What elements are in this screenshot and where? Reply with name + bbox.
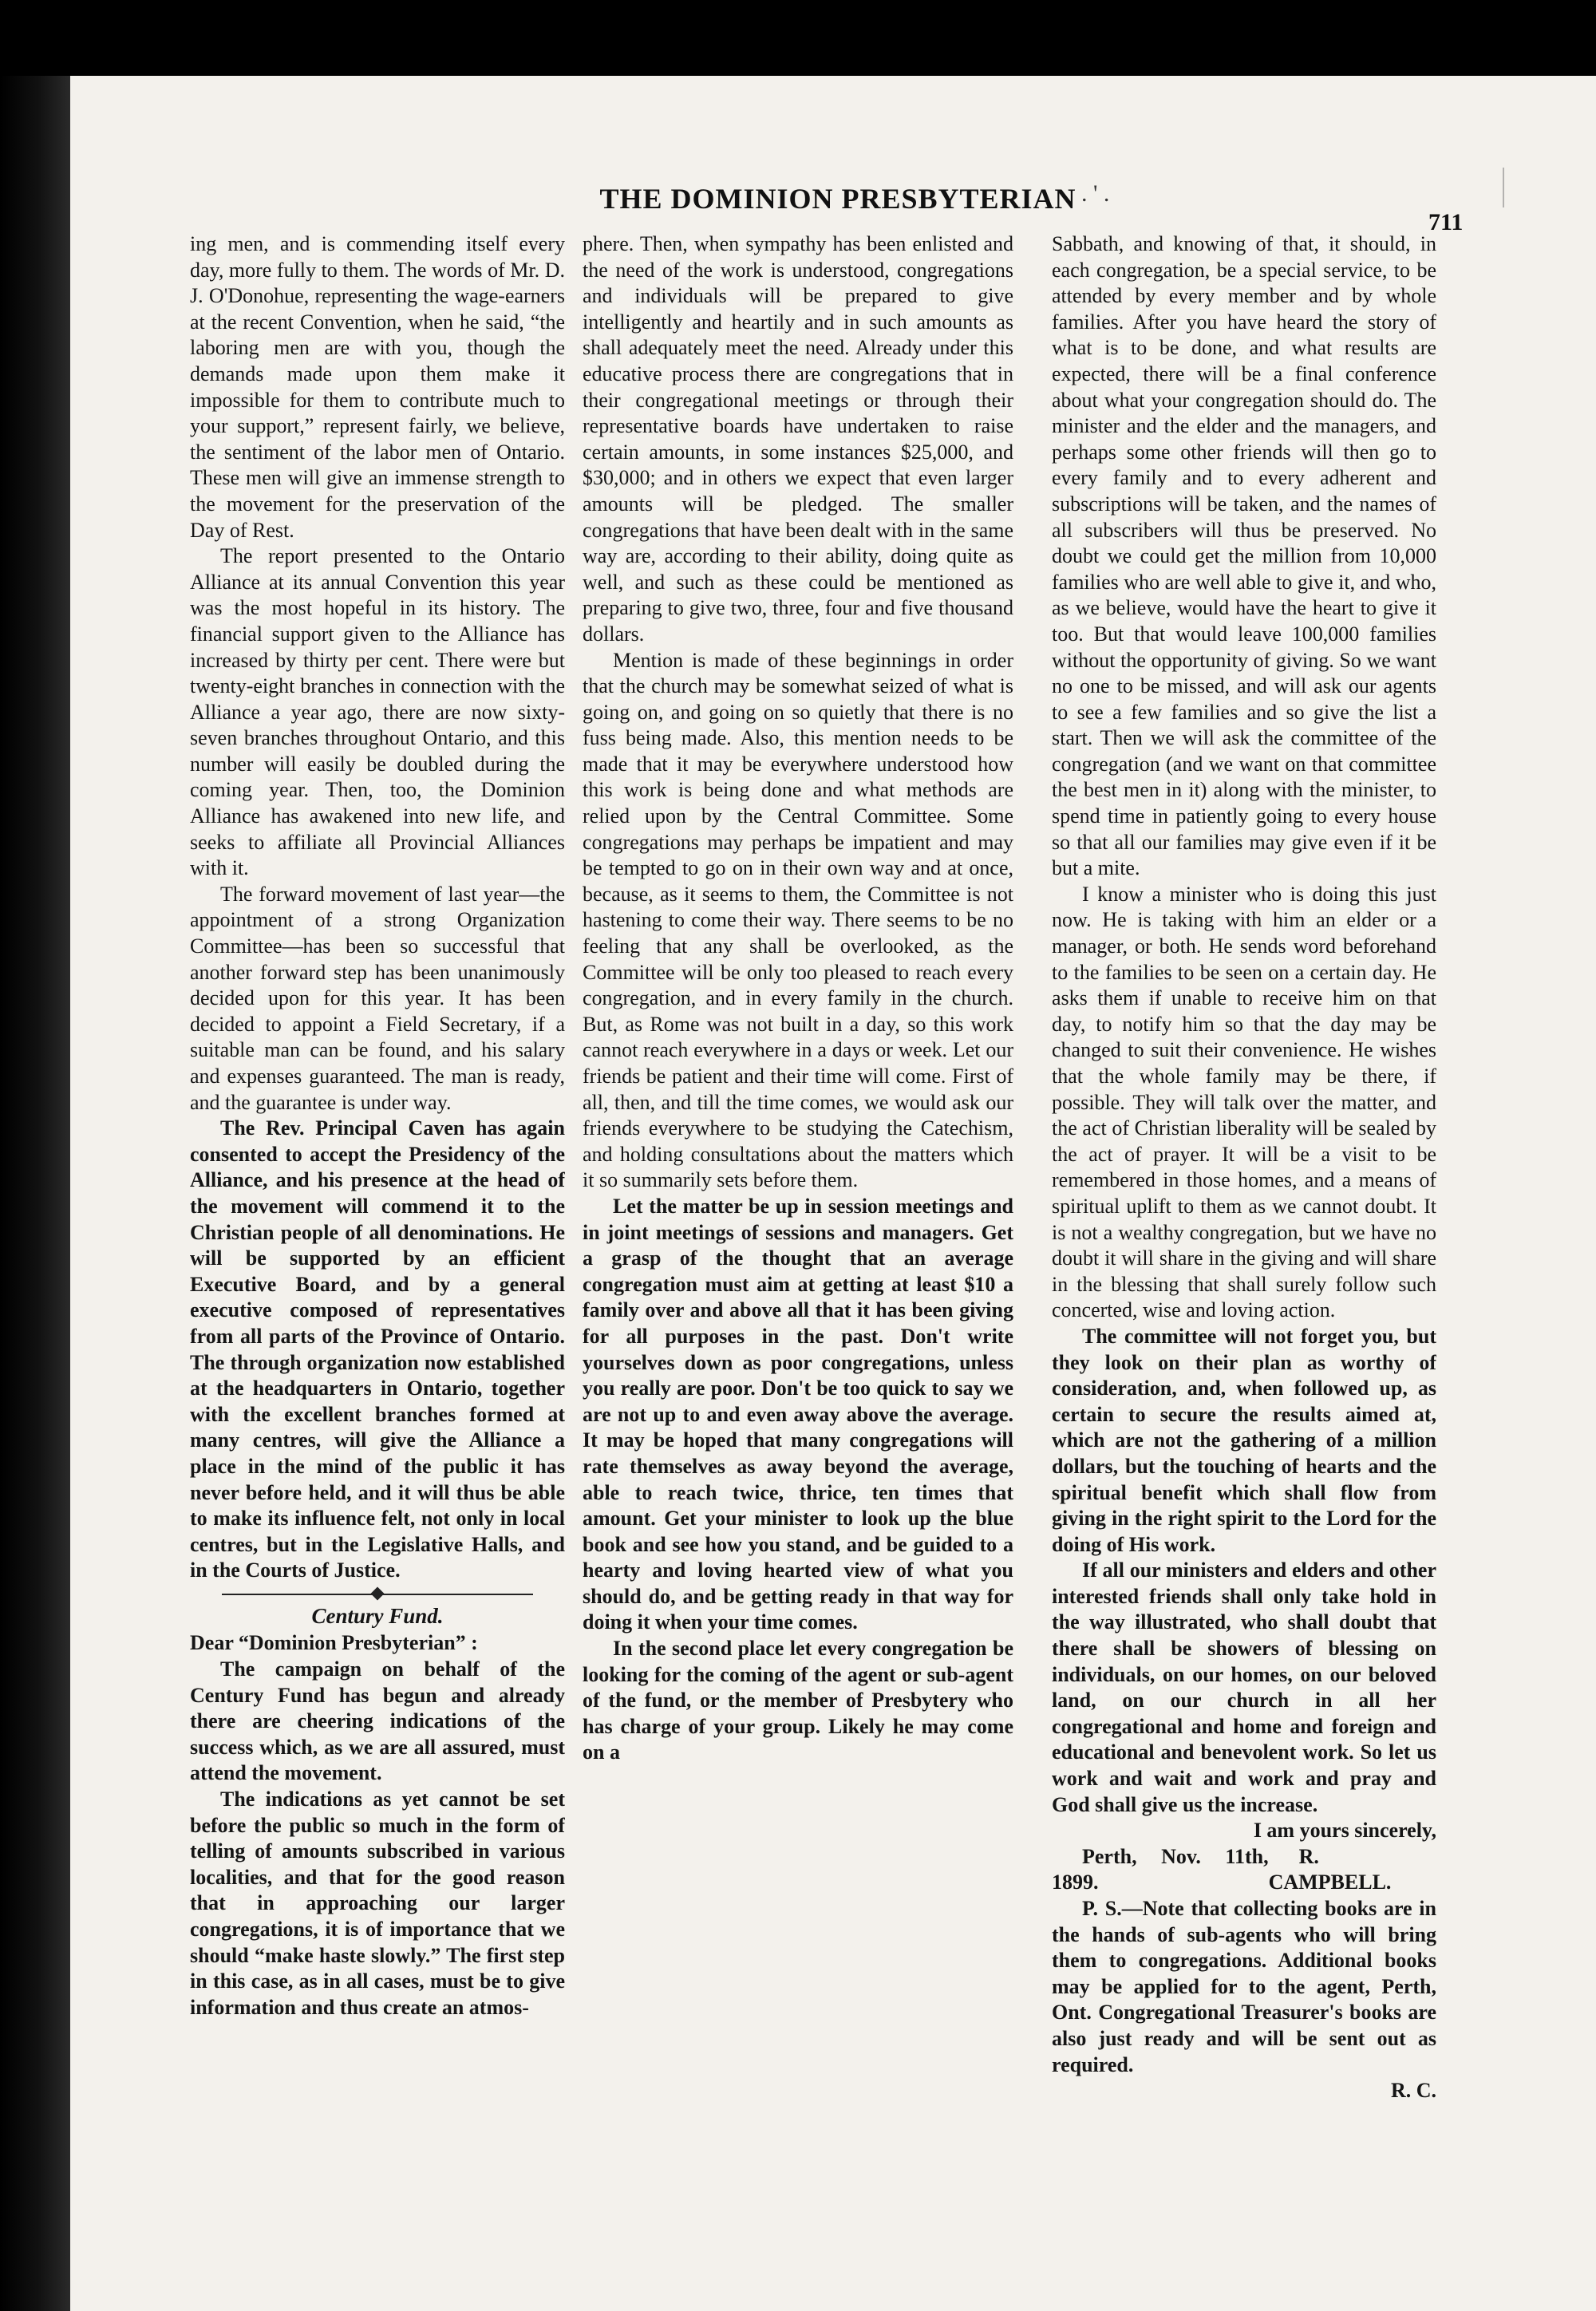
- closing: I am yours sincerely,: [1253, 1819, 1436, 1843]
- postscript: P. S.—Note that collecting books are in the hands of sub-agents who will bring them to congregations. Additional books may be applied for to the agent, Perth, Ont. Congregational Treasurer's books are also just ready and will be sent out as required.: [1052, 1897, 1436, 2076]
- paragraph: Let the matter be up in session meetings and in joint meetings of sessions and managers. Get a grasp of the thought that an average congregation must aim at getting at least $10 a family over and above all that it has been giving for all purposes in the past. Don't write yourselves down as poor congregations, unless you really are poor. Don't be too quick to say we are not up to and even away above the average. It may be hoped that many congregations will rate themselves as away beyond the average, able to reach twice, thrice, ten times that amount. Get your minister to look up the blue book and see how you stand, and be guided to a hearty and loving hearted view of what you should do, and be getting ready in that way for doing it when your time comes.: [583, 1194, 1013, 1634]
- paragraph: phere. Then, when sympathy has been enlisted and the need of the work is understood, congregations and individuals will be prepared to give intelligently and heartily and in such amounts as shall adequately meet the need. Already under this educative process there are congregations that in their congregational meetings or through their representative boards have undertaken to raise certain amounts, in some instances $25,000, and $30,000; and in others we expect that even larger amounts will be pledged. The smaller congregations that have been dealt with in the same way are, according to their ability, doing quite as well, and such as these could be mentioned as preparing to give two, three, four and five thousand dollars.: [583, 232, 1013, 646]
- paragraph: The forward movement of last year—the appointment of a strong Organization Committee—has been so successful that another forward step has been unanimously decided upon for this year. It has been decided to appoint a Field Secretary, if a suitable man can be found, and his salary and expenses guaranteed. The man is ready, and the guarantee is under way.: [190, 882, 565, 1114]
- paragraph: The committee will not forget you, but they look on their plan as worthy of consideration, and, when followed up, as certain to secure the results aimed at, which are not the gathering of a million dollars, but the touching of hearts and the spiritual benefit which shall flow from giving in the right spirit to the Lord for the doing of His work.: [1052, 1324, 1436, 1556]
- paragraph: If all our ministers and elders and other interested friends shall only take hold in the way illustrated, who shall doubt that there shall be showers of blessing on individuals, on our homes, on our beloved land, on our church in all her congregational and home and foreign and educational and benevolent work. So let us work and wait and work and pray and God shall give us the increase.: [1052, 1558, 1436, 1816]
- column-2: [583, 231, 1013, 2179]
- paragraph: Sabbath, and knowing of that, it should, in each congregation, be a special service, to be attended by every member and by whole families. After you have heard the story of what is to be done, and what results are expected, there will be a final conference about what your congregation should do. The minister and the elder and the managers, and perhaps some other friends will then go to every family and to every adherent and subscriptions will be taken, and the names of all subscribers will thus be preserved. No doubt we could get the million from 10,000 families who are well able to give it, and who, as we believe, would have the heart to give it too. But that would leave 100,000 families without the opportunity of giving. So we want no one to be missed, and will ask our agents to see a few families and so give the list a start. Then we will ask the committee of the congregation (and we want on that committee the best men in it) along with the minister, to spend time in patiently going to every house so that all our families may give even if it be but a mite.: [1052, 232, 1436, 880]
- paragraph: The campaign on behalf of the Century Fund has begun and already there are cheering indications of the success which, as we are all assured, must attend the movement.: [190, 1657, 565, 1785]
- paragraph: I know a minister who is doing this just now. He is taking with him an elder or a manager, or both. He sends word beforehand to the families to be seen on a certain day. He asks them if unable to receive him on that day, to notify him so that the day may be changed to suit their convenience. He wishes that the whole family may be there, if possible. They will talk over the matter, and the act of Christian liberality will be sealed by the act of prayer. It will be a visit to be remembered in those homes, and a means of spiritual uplift to them as we cannot doubt. It is not a wealthy congregation, but we have no doubt it will share in the giving and will share in the blessing that shall surely follow such concerted, wise and loving action.: [1052, 882, 1436, 1322]
- scan-top-border: [0, 0, 1596, 76]
- paragraph: Mention is made of these beginnings in order that the church may be somewhat seized of what is going on, and going on so quietly that there is no fuss being made. Also, this mention needs to be made that it may be everywhere understood how this work is being done and what methods are relied upon by the Central Committee. Some congregations may perhaps be impatient and may be tempted to go on in their own way and at once, because, as it seems to them, the Committee is not hastening to come their way. There seems to be no feeling that any shall be overlooked, as the Committee will be only too pleased to reach every congregation, and in every family in the church. But, as Rome was not built in a day, so this work cannot reach everywhere in a days or week. Let our friends be patient and their time will come. First of all, then, and till the time comes, we would ask our friends everywhere to be studying the Catechism, and holding consultations about the matters which it so summarily sets before them.: [583, 648, 1013, 1192]
- header-dots: . ' .: [1081, 180, 1110, 207]
- paragraph: The report presented to the Ontario Alliance at its annual Convention this year was the most hopeful in its history. The financial support given to the Alliance has increased by thirty per cent. There were but twenty-eight branches in connection with the Alliance a year ago, there are now sixty-seven branches throughout Ontario, and this number will easily be doubled during the coming year. Then, too, the Dominion Alliance has awakened into new life, and seeks to affiliate all Provincial Alliances with it.: [190, 544, 565, 880]
- paragraph: The Rev. Principal Caven has again consented to accept the Presidency of the Alliance, and his presence at the head of the movement will commend it to the Christian people of all denominations. He will be supported by an efficient Executive Board, and by a general executive composed of representatives from all parts of the Province of Ontario. The through organization now established at the headquarters in Ontario, together with the excellent branches formed at many centres, will give the Alliance a place in the mind of the public it has never before held, and it will thus be able to make its influence felt, not only in local centres, but in the Legislative Halls, and in the Courts of Justice.: [190, 1116, 565, 1582]
- initials: R. C.: [1390, 2079, 1436, 2103]
- paragraph: The indications as yet cannot be set before the public so much in the form of telling of amounts subscribed in various localities, and that for the good reason that in approaching our larger congregations, it is of importance that we should “make haste slowly.” The first step in this case, as in all cases, must be to give information and thus create an atmos-: [190, 1788, 565, 2019]
- page-number: 711: [1428, 209, 1464, 235]
- paragraph: In the second place let every congregation be looking for the coming of the agent or sub-agent of the fund, or the member of Presbytery who has charge of your group. Likely he may come on a: [583, 1637, 1013, 1764]
- page-header: THE DOMINION PRESBYTERIAN: [599, 183, 1077, 215]
- signature-line: [1052, 1844, 1436, 1896]
- date-line: Perth, Nov. 11th, 1899.: [1052, 1844, 1269, 1894]
- section-heading: Century Fund.: [311, 1603, 444, 1628]
- scan-mark: [1503, 168, 1504, 207]
- salutation: Dear “Dominion Presbyterian” :: [190, 1631, 478, 1655]
- section-divider: [222, 1589, 533, 1600]
- paragraph: ing men, and is commending itself every day, more fully to them. The words of Mr. D. J. O'Donohue, representing the wage-earners at the recent Convention, when he said, “the laboring men are with you, though the demands made upon them make it impossible for them to contribute much to your support,” represent fairly, we believe, the sentiment of the labor men of Ontario. These men will give an immense strength to the movement for the preservation of the Day of Rest.: [190, 232, 565, 542]
- scan-left-border: [0, 0, 70, 2311]
- column-1: [190, 231, 565, 2179]
- signature: R. CAMPBELL.: [1268, 1844, 1392, 1894]
- column-3: [1052, 231, 1436, 2179]
